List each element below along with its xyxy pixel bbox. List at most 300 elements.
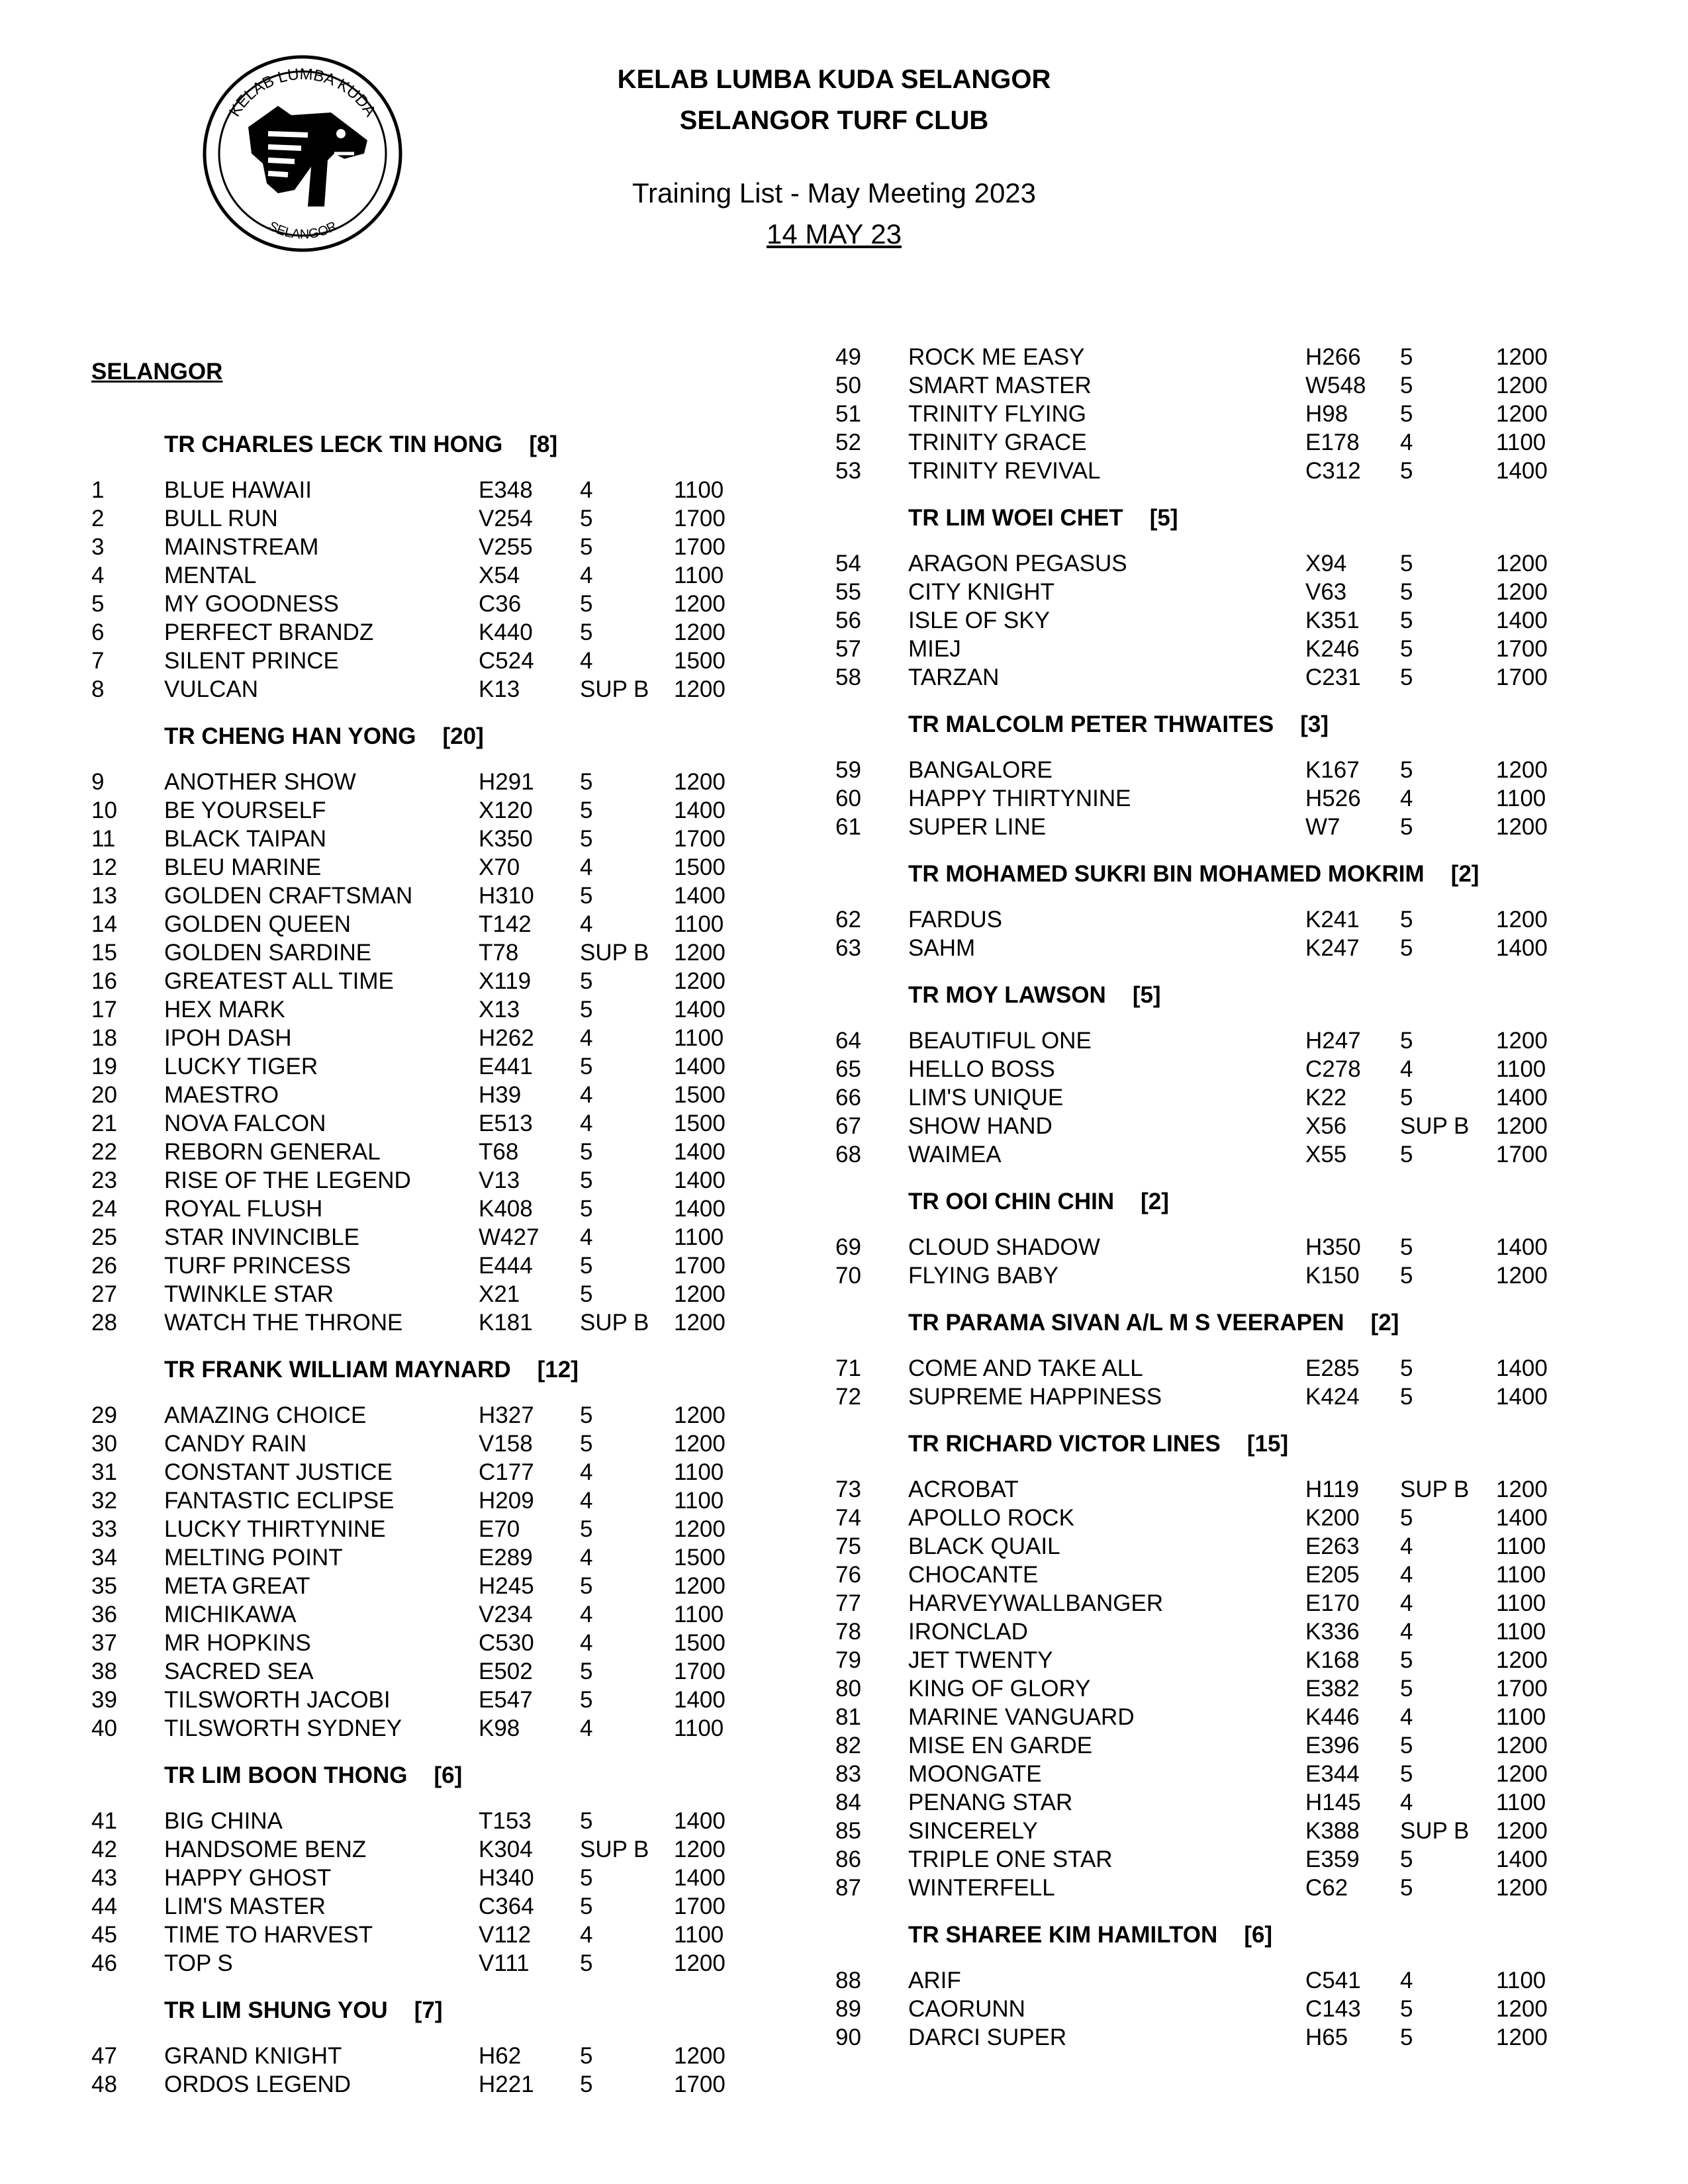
horse-distance: 1200	[1496, 401, 1548, 427]
horse-distance: 1200	[674, 676, 726, 702]
trainer-heading	[835, 1187, 1597, 1216]
horse-distance: 1100	[1496, 1704, 1546, 1730]
horse-row	[835, 1646, 1597, 1674]
horse-name: SAHM	[908, 935, 976, 961]
trainer-name: TR PARAMA SIVAN A/L M S VEERAPEN	[908, 1310, 1344, 1336]
horse-name: BLEU MARINE	[164, 854, 322, 880]
horse-age-class: 4	[580, 1922, 593, 1948]
horse-age-class: 5	[1400, 2025, 1413, 2050]
horse-distance: 1100	[1496, 1562, 1546, 1588]
horse-row	[91, 561, 753, 590]
horse-row	[835, 1383, 1597, 1411]
horse-number: 41	[91, 1808, 117, 1834]
trainer-name: TR SHAREE KIM HAMILTON	[908, 1922, 1218, 1948]
horse-row	[835, 784, 1597, 813]
horse-name: TRINITY REVIVAL	[908, 458, 1101, 484]
horse-distance: 1200	[1496, 1875, 1548, 1901]
horse-row	[835, 934, 1597, 962]
horse-code: X21	[479, 1281, 520, 1307]
horse-number: 27	[91, 1281, 117, 1307]
horse-row	[835, 1504, 1597, 1532]
horse-age-class: 4	[580, 477, 593, 503]
horse-age-class: 5	[1400, 1384, 1413, 1410]
horse-row	[91, 1835, 753, 1864]
horse-age-class: 5	[1400, 579, 1413, 605]
horse-number: 75	[835, 1533, 861, 1559]
horse-number: 73	[835, 1477, 861, 1502]
horse-code: C36	[479, 591, 522, 617]
horse-number: 33	[91, 1516, 117, 1542]
horse-number: 51	[835, 401, 861, 427]
horse-row	[835, 1995, 1597, 2023]
horse-age-class: 5	[1400, 1085, 1413, 1111]
horse-code: H65	[1305, 2025, 1348, 2050]
horse-age-class: 4	[580, 1025, 593, 1051]
horse-row	[835, 400, 1597, 428]
horse-distance: 1700	[1496, 1676, 1548, 1702]
horse-distance: 1100	[1496, 430, 1546, 455]
horse-distance: 1200	[1496, 1113, 1548, 1139]
horse-number: 82	[835, 1733, 861, 1758]
trainer-name: TR LIM SHUNG YOU	[164, 1997, 388, 2023]
horse-number: 10	[91, 797, 117, 823]
horse-number: 62	[835, 907, 861, 933]
horse-age-class: 5	[580, 1950, 593, 1976]
horse-number: 1	[91, 477, 105, 503]
horse-code: E396	[1305, 1733, 1360, 1758]
horse-distance: 1400	[1496, 1384, 1548, 1410]
horse-age-class: 5	[580, 1281, 593, 1307]
horse-name: SINCERELY	[908, 1818, 1038, 1844]
horse-age-class: 4	[580, 563, 593, 588]
horse-number: 68	[835, 1142, 861, 1167]
horse-distance: 1500	[674, 854, 726, 880]
horse-number: 89	[835, 1996, 861, 2022]
horse-name: GOLDEN SARDINE	[164, 940, 372, 966]
horse-age-class: 5	[1400, 814, 1413, 840]
horse-row	[91, 796, 753, 825]
horse-code: K246	[1305, 636, 1360, 662]
horse-age-class: 5	[580, 968, 593, 994]
horse-name: CLOUD SHADOW	[908, 1234, 1100, 1260]
horse-row	[91, 2070, 753, 2099]
horse-number: 29	[91, 1402, 117, 1428]
horse-age-class: 5	[1400, 1733, 1413, 1758]
horse-distance: 1500	[674, 1630, 726, 1656]
horse-number: 30	[91, 1431, 117, 1457]
horse-number: 34	[91, 1545, 117, 1570]
horse-code: C177	[479, 1459, 534, 1485]
horse-name: WATCH THE THRONE	[164, 1310, 403, 1336]
horse-code: K247	[1305, 935, 1360, 961]
trainer-horse-count: [2]	[1370, 1310, 1399, 1336]
horse-row	[835, 1788, 1597, 1817]
horse-age-class: 5	[1400, 1505, 1413, 1531]
horse-row	[835, 1354, 1597, 1383]
horse-code: C62	[1305, 1875, 1348, 1901]
trainer-name: TR FRANK WILLIAM MAYNARD	[164, 1357, 511, 1383]
horse-distance: 1400	[674, 1196, 726, 1222]
horse-number: 66	[835, 1085, 861, 1111]
horse-number: 49	[835, 344, 861, 370]
horse-number: 11	[91, 826, 116, 852]
horse-row	[835, 1760, 1597, 1788]
horse-age-class: SUP B	[580, 940, 649, 966]
horse-name: IRONCLAD	[908, 1619, 1028, 1645]
horse-row	[835, 1561, 1597, 1589]
horse-distance: 1200	[1496, 1028, 1548, 1054]
horse-row	[91, 504, 753, 533]
horse-distance: 1400	[1496, 1846, 1548, 1872]
horse-age-class: 5	[1400, 373, 1413, 398]
trainer-heading	[91, 1996, 753, 2025]
trainer-name: TR RICHARD VICTOR LINES	[908, 1431, 1221, 1457]
horse-name: MICHIKAWA	[164, 1602, 297, 1627]
horse-name: CAORUNN	[908, 1996, 1025, 2022]
horse-code: T142	[479, 911, 532, 937]
horse-code: K150	[1305, 1263, 1360, 1289]
horse-name: ARIF	[908, 1968, 961, 1993]
horse-name: CITY KNIGHT	[908, 579, 1055, 605]
horse-row	[835, 635, 1597, 663]
horse-age-class: 5	[1400, 1846, 1413, 1872]
horse-name: TILSWORTH SYDNEY	[164, 1715, 402, 1741]
horse-row	[835, 663, 1597, 692]
horse-name: TARZAN	[908, 664, 1000, 690]
horse-age-class: SUP B	[580, 676, 649, 702]
horse-name: BIG CHINA	[164, 1808, 283, 1834]
trainer-horse-count: [5]	[1149, 505, 1178, 531]
horse-distance: 1100	[1496, 1590, 1546, 1616]
horse-code: X70	[479, 854, 520, 880]
horse-row	[91, 910, 753, 938]
horse-number: 39	[91, 1687, 117, 1713]
horse-row	[835, 606, 1597, 635]
horse-distance: 1200	[1496, 907, 1548, 933]
horse-code: E348	[479, 477, 533, 503]
horse-row	[91, 768, 753, 796]
horse-number: 86	[835, 1846, 861, 1872]
horse-name: IPOH DASH	[164, 1025, 292, 1051]
horse-number: 59	[835, 757, 861, 783]
horse-name: TIME TO HARVEST	[164, 1922, 373, 1948]
horse-name: MIEJ	[908, 636, 961, 662]
horse-number: 22	[91, 1139, 117, 1165]
horse-distance: 1200	[674, 619, 726, 645]
horse-distance: 1100	[1496, 1056, 1546, 1082]
trainer-horse-count: [2]	[1141, 1189, 1169, 1214]
horse-name: FANTASTIC ECLIPSE	[164, 1488, 395, 1514]
horse-age-class: SUP B	[1400, 1818, 1470, 1844]
horse-name: FARDUS	[908, 907, 1002, 933]
horse-name: FLYING BABY	[908, 1263, 1058, 1289]
horse-number: 85	[835, 1818, 861, 1844]
horse-distance: 1100	[674, 911, 724, 937]
horse-row	[835, 1475, 1597, 1504]
horse-number: 71	[835, 1355, 861, 1381]
horse-number: 31	[91, 1459, 117, 1485]
trainer-name: TR OOI CHIN CHIN	[908, 1189, 1115, 1214]
horse-code: E289	[479, 1545, 533, 1570]
horse-row	[91, 1486, 753, 1515]
horse-name: HELLO BOSS	[908, 1056, 1055, 1082]
horse-age-class: 5	[580, 1573, 593, 1599]
horse-row	[835, 1617, 1597, 1646]
horse-row	[835, 457, 1597, 485]
horse-name: ROYAL FLUSH	[164, 1196, 323, 1222]
horse-code: T153	[479, 1808, 532, 1834]
horse-number: 74	[835, 1505, 861, 1531]
horse-distance: 1100	[674, 1459, 724, 1485]
document-subtitle: Training List - May Meeting 2023	[632, 177, 1037, 208]
horse-number: 58	[835, 664, 861, 690]
horse-code: E547	[479, 1687, 533, 1713]
horse-age-class: 4	[1400, 1590, 1413, 1616]
horse-number: 19	[91, 1054, 117, 1079]
horse-number: 52	[835, 430, 861, 455]
trainer-name: TR CHARLES LECK TIN HONG	[164, 432, 503, 457]
horse-code: E441	[479, 1054, 533, 1079]
horse-distance: 1400	[674, 1139, 726, 1165]
horse-age-class: 4	[1400, 1704, 1413, 1730]
horse-distance: 1200	[674, 1516, 726, 1542]
horse-distance: 1200	[1496, 1733, 1548, 1758]
horse-row	[91, 1657, 753, 1686]
horse-number: 61	[835, 814, 861, 840]
horse-code: K351	[1305, 608, 1360, 633]
horse-distance: 1200	[674, 1310, 726, 1336]
horse-number: 2	[91, 506, 105, 531]
horse-name: PENANG STAR	[908, 1790, 1073, 1815]
horse-name: MISE EN GARDE	[908, 1733, 1093, 1758]
horse-code: C530	[479, 1630, 534, 1656]
horse-number: 24	[91, 1196, 117, 1222]
horse-name: SACRED SEA	[164, 1659, 314, 1684]
horse-age-class: SUP B	[580, 1837, 649, 1862]
horse-code: V63	[1305, 579, 1347, 605]
horse-age-class: SUP B	[580, 1310, 649, 1336]
horse-age-class: 5	[580, 769, 593, 795]
horse-age-class: 5	[1400, 1263, 1413, 1289]
horse-age-class: 5	[580, 1808, 593, 1834]
horse-age-class: 4	[580, 1545, 593, 1570]
horse-distance: 1400	[1496, 1355, 1548, 1381]
horse-number: 32	[91, 1488, 117, 1514]
horse-age-class: 4	[1400, 1562, 1413, 1588]
trainer-heading	[835, 1308, 1597, 1337]
horse-name: GOLDEN CRAFTSMAN	[164, 883, 413, 909]
horse-code: H62	[479, 2043, 522, 2069]
horse-row	[91, 967, 753, 995]
horse-name: APOLLO ROCK	[908, 1505, 1074, 1531]
horse-row	[91, 1892, 753, 1921]
horse-code: X119	[479, 968, 532, 994]
horse-name: HEX MARK	[164, 997, 285, 1023]
horse-name: BANGALORE	[908, 757, 1053, 783]
horse-code: K408	[479, 1196, 533, 1222]
horse-name: PERFECT BRANDZ	[164, 619, 374, 645]
horse-age-class: 5	[580, 1687, 593, 1713]
horse-age-class: 5	[580, 1167, 593, 1193]
horse-code: X56	[1305, 1113, 1347, 1139]
horse-code: X120	[479, 797, 533, 823]
horse-name: LIM'S MASTER	[164, 1893, 326, 1919]
horse-distance: 1700	[674, 506, 726, 531]
horse-row	[91, 476, 753, 504]
horse-age-class: 4	[580, 911, 593, 937]
trainer-heading	[835, 1430, 1597, 1458]
horse-age-class: 5	[1400, 636, 1413, 662]
horse-row	[835, 1703, 1597, 1731]
horse-number: 54	[835, 551, 861, 576]
horse-distance: 1400	[1496, 1505, 1548, 1531]
horse-name: GRAND KNIGHT	[164, 2043, 342, 2069]
horse-code: H526	[1305, 786, 1361, 811]
horse-name: SUPREME HAPPINESS	[908, 1384, 1162, 1410]
horse-name: DARCI SUPER	[908, 2025, 1067, 2050]
club-name-malay: KELAB LUMBA KUDA SELANGOR	[617, 65, 1051, 94]
horse-age-class: 5	[1400, 757, 1413, 783]
horse-row	[91, 995, 753, 1024]
horse-name: KING OF GLORY	[908, 1676, 1091, 1702]
horse-number: 56	[835, 608, 861, 633]
horse-code: K167	[1305, 757, 1360, 783]
horse-name: ANOTHER SHOW	[164, 769, 356, 795]
horse-number: 36	[91, 1602, 117, 1627]
horse-number: 64	[835, 1028, 861, 1054]
horse-number: 63	[835, 935, 861, 961]
horse-name: ARAGON PEGASUS	[908, 551, 1127, 576]
horse-number: 46	[91, 1950, 117, 1976]
trainer-name: TR MOY LAWSON	[908, 982, 1106, 1008]
horse-row	[835, 1589, 1597, 1617]
horse-number: 77	[835, 1590, 861, 1616]
horse-age-class: 5	[1400, 1028, 1413, 1054]
horse-distance: 1100	[1496, 1533, 1546, 1559]
horse-age-class: 5	[580, 1054, 593, 1079]
horse-number: 8	[91, 676, 105, 702]
horse-number: 81	[835, 1704, 861, 1730]
horse-code: E285	[1305, 1355, 1360, 1381]
horse-age-class: 5	[580, 1659, 593, 1684]
horse-distance: 1100	[1496, 1619, 1546, 1645]
horse-number: 53	[835, 458, 861, 484]
region-heading: SELANGOR	[91, 359, 223, 385]
horse-code: H245	[479, 1573, 534, 1599]
horse-distance: 1700	[674, 826, 726, 852]
horse-number: 44	[91, 1893, 117, 1919]
horse-number: 14	[91, 911, 117, 937]
horse-name: MY GOODNESS	[164, 591, 339, 617]
horse-code: E170	[1305, 1590, 1360, 1616]
horse-age-class: 5	[580, 883, 593, 909]
horse-age-class: 5	[580, 997, 593, 1023]
horse-number: 21	[91, 1111, 117, 1136]
horse-name: MAESTRO	[164, 1082, 279, 1108]
horse-code: H145	[1305, 1790, 1361, 1815]
horse-distance: 1200	[674, 591, 726, 617]
trainer-heading	[835, 981, 1597, 1009]
horse-row	[835, 1233, 1597, 1261]
horse-row	[91, 1052, 753, 1081]
horse-code: K304	[479, 1837, 533, 1862]
horse-distance: 1400	[1496, 608, 1548, 633]
horse-number: 60	[835, 786, 861, 811]
horse-row	[91, 853, 753, 882]
horse-number: 47	[91, 2043, 117, 2069]
horse-code: H98	[1305, 401, 1348, 427]
horse-distance: 1200	[674, 1402, 726, 1428]
horse-distance: 1400	[674, 1167, 726, 1193]
horse-row	[91, 1280, 753, 1308]
horse-age-class: 5	[1400, 344, 1413, 370]
horse-row	[91, 1600, 753, 1629]
horse-name: ISLE OF SKY	[908, 608, 1050, 633]
horse-row	[835, 1817, 1597, 1845]
trainer-horse-count: [2]	[1450, 861, 1479, 887]
horse-distance: 1700	[1496, 636, 1548, 662]
horse-name: HANDSOME BENZ	[164, 1837, 367, 1862]
horse-name: SHOW HAND	[908, 1113, 1053, 1139]
horse-row	[835, 1674, 1597, 1703]
horse-name: STAR INVINCIBLE	[164, 1224, 359, 1250]
horse-number: 65	[835, 1056, 861, 1082]
horse-code: C312	[1305, 458, 1361, 484]
horse-number: 7	[91, 648, 105, 674]
trainer-horse-count: [8]	[529, 432, 558, 457]
horse-name: SMART MASTER	[908, 373, 1092, 398]
trainer-horse-count: [6]	[434, 1762, 463, 1788]
horse-code: K388	[1305, 1818, 1360, 1844]
horse-code: K446	[1305, 1704, 1360, 1730]
horse-number: 17	[91, 997, 117, 1023]
horse-distance: 1700	[674, 1659, 726, 1684]
horse-row	[91, 1686, 753, 1714]
horse-name: SILENT PRINCE	[164, 648, 339, 674]
horse-age-class: 5	[580, 1253, 593, 1279]
horse-name: JET TWENTY	[908, 1647, 1053, 1673]
horse-number: 6	[91, 619, 105, 645]
horse-row	[835, 1083, 1597, 1112]
horse-distance: 1200	[674, 2043, 726, 2069]
horse-row	[91, 882, 753, 910]
horse-name: LIM'S UNIQUE	[908, 1085, 1064, 1111]
horse-age-class: 5	[580, 826, 593, 852]
horse-distance: 1500	[674, 1545, 726, 1570]
horse-distance: 1100	[1496, 786, 1546, 811]
horse-age-class: 5	[1400, 1996, 1413, 2022]
horse-number: 72	[835, 1384, 861, 1410]
horse-age-class: 4	[580, 1459, 593, 1485]
horse-code: W427	[479, 1224, 539, 1250]
club-logo-seal-icon	[202, 54, 404, 253]
svg-text:KELAB LUMBA KUDA: KELAB LUMBA KUDA	[226, 65, 379, 120]
horse-name: TRINITY FLYING	[908, 401, 1087, 427]
horse-code: K241	[1305, 907, 1360, 933]
horse-name: TOP S	[164, 1950, 233, 1976]
left-column	[91, 430, 753, 2099]
horse-code: T68	[479, 1139, 519, 1165]
horse-distance: 1200	[1496, 1761, 1548, 1787]
horse-number: 18	[91, 1025, 117, 1051]
trainer-name: TR MOHAMED SUKRI BIN MOHAMED MOKRIM	[908, 861, 1425, 887]
horse-number: 38	[91, 1659, 117, 1684]
trainer-name: TR LIM BOON THONG	[164, 1762, 408, 1788]
trainer-horse-count: [6]	[1244, 1922, 1273, 1948]
horse-distance: 1200	[674, 1837, 726, 1862]
horse-code: E205	[1305, 1562, 1360, 1588]
horse-row	[91, 1081, 753, 1109]
